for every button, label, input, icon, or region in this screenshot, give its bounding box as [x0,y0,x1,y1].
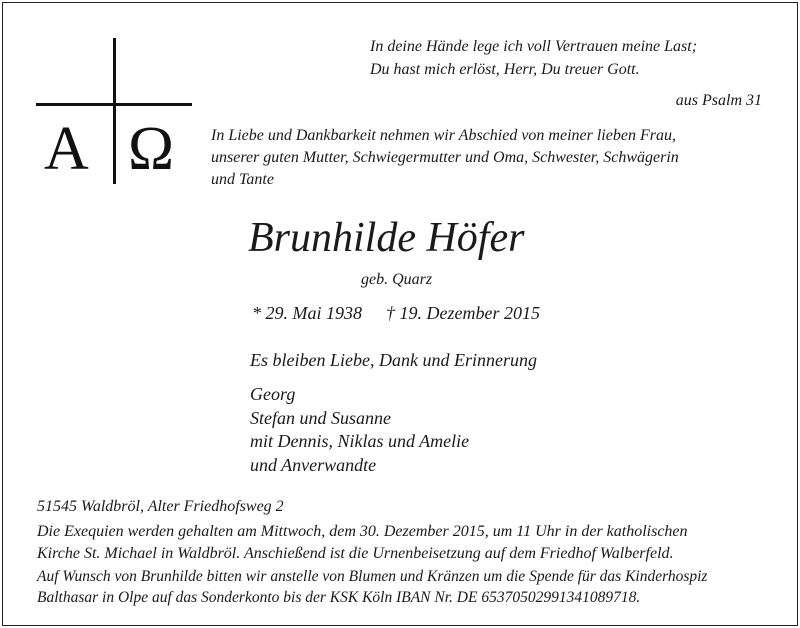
verse-line: Du hast mich erlöst, Herr, Du treuer Gott. [370,61,640,78]
funeral-line: Die Exequien werden gehalten am Mittwoch, dem 30. Dezember 2015, um 11 Uhr in der katholischen [37,523,688,540]
mourner: Georg [250,384,296,404]
intro-text [211,125,771,191]
donation-notice [37,566,761,608]
mourner: Stefan und Susanne [250,407,391,428]
birth-date: * 29. Mai 1938 [252,303,362,323]
death-date: † 19. Dezember 2015 [386,303,540,323]
cross-icon [113,38,116,184]
donation-line: Balthasar in Olpe auf das Sonderkonto bis der KSK Köln IBAN Nr. DE 65370502991341089718. [37,589,641,606]
verse-source: aus Psalm 31 [675,92,762,109]
memory-line: Es bleiben Liebe, Dank und Erinnerung [250,350,537,370]
omega-letter: Ω [128,115,175,183]
psalm-verse [370,35,697,81]
intro-line: unserer guten Mutter, Schwiegermutter und Oma, Schwester, Schwägerin [211,149,679,166]
alpha-letter: A [44,115,89,183]
alpha-omega-cross-symbol [36,38,194,188]
birth-name: geb. Quarz [361,271,433,288]
life-dates [252,303,540,324]
funeral-line: Kirche St. Michael in Waldbröl. Anschießend ist die Urnenbeisetzung auf dem Friedhof Walberfeld. [37,545,674,562]
funeral-notice [37,521,761,565]
mourner: mit Dennis, Niklas und Amelie [250,431,470,451]
donation-line: Auf Wunsch von Brunhilde bitten wir anstelle von Blumen und Kränzen um die Spende für das Kinderhospiz [37,568,708,585]
verse-line: In deine Hände lege ich voll Vertrauen meine Last; [370,38,698,55]
address: 51545 Waldbröl, Alter Friedhofsweg 2 [37,498,284,515]
mourner: und Anverwandte [250,454,377,475]
intro-line: In Liebe und Dankbarkeit nehmen wir Abschied von meiner lieben Frau, [211,127,676,144]
mourners-list [250,383,469,477]
intro-line: und Tante [211,171,274,188]
cross-bar [36,103,192,106]
deceased-name: Brunhilde Höfer [248,215,525,261]
